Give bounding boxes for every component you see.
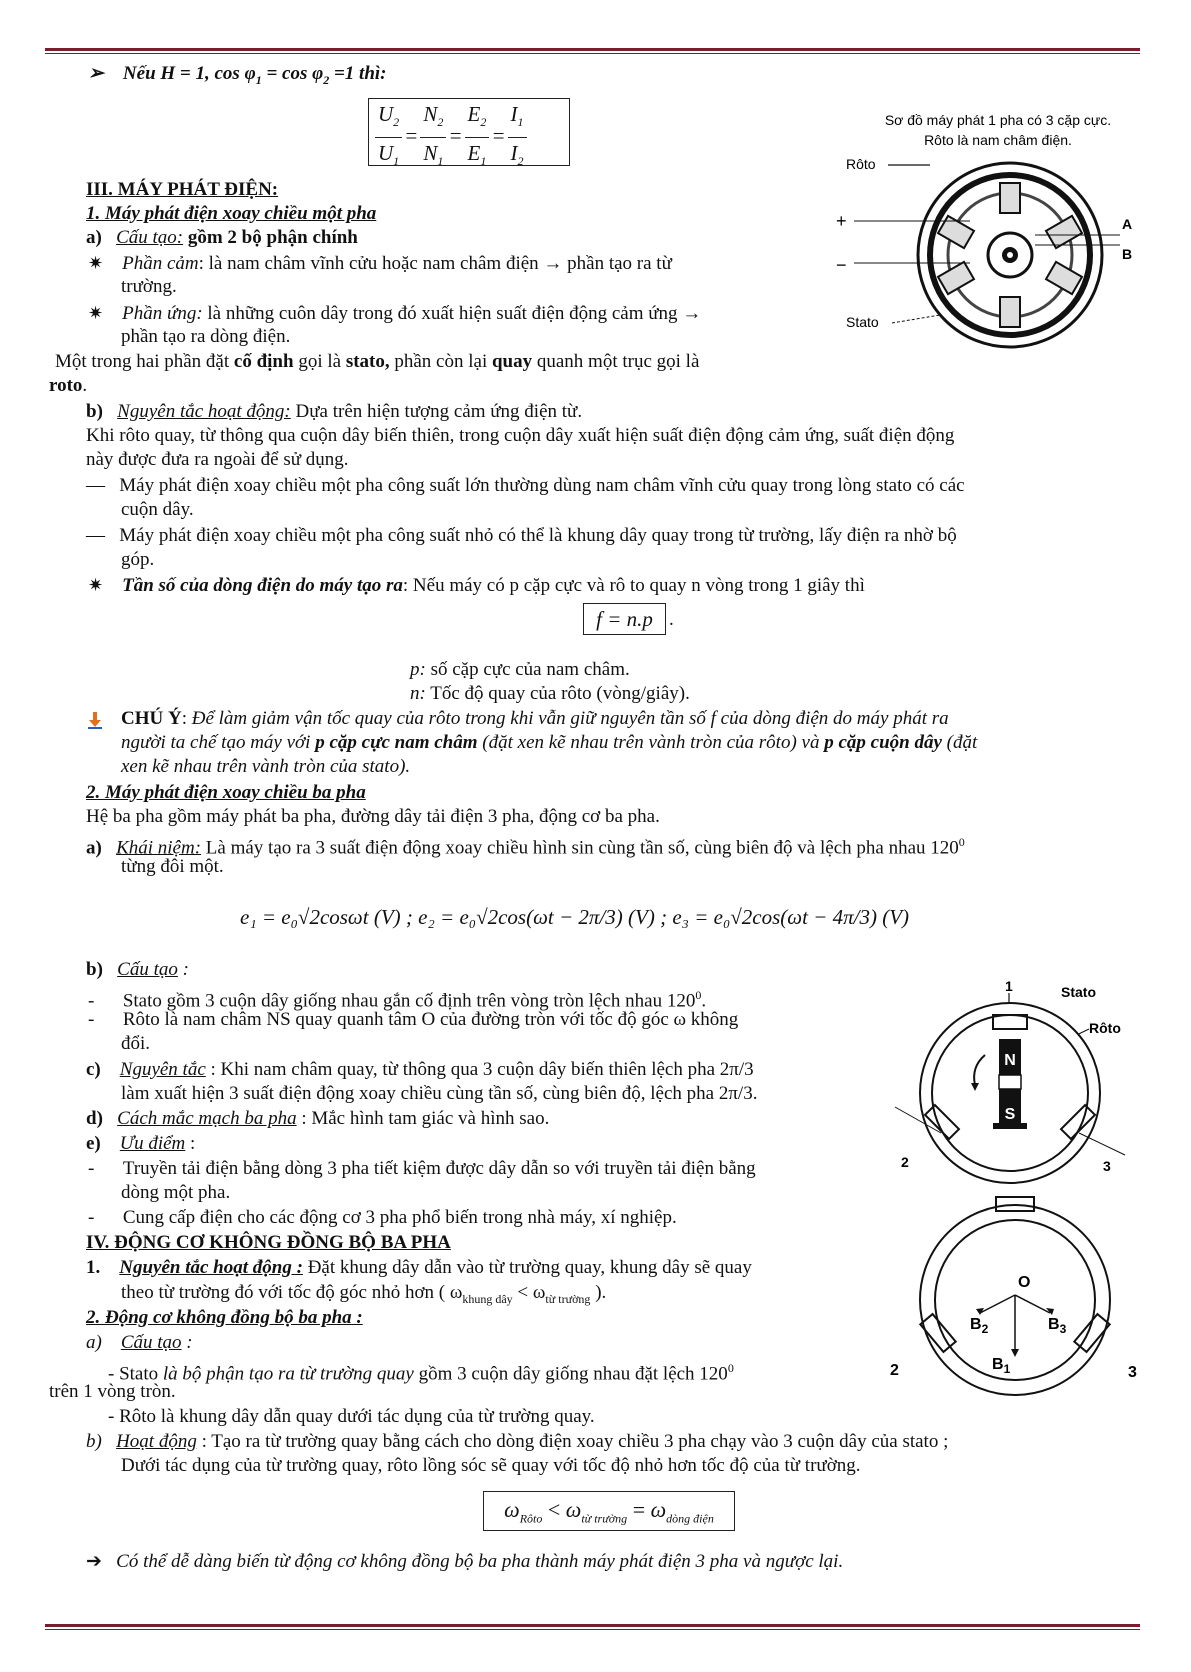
uu-diem-1b: dòng một pha. bbox=[121, 1182, 231, 1203]
roto-3pha-line2: đổi. bbox=[121, 1033, 151, 1054]
frac-i: $\frac{I_1}{I_2}$ bbox=[508, 99, 527, 176]
arrow-bullet-icon: ➢ bbox=[88, 63, 104, 84]
khai-niem-line2: từng đôi một. bbox=[121, 856, 224, 877]
condition-line bbox=[88, 62, 387, 92]
uu-diem-1: - Truyền tải điện bằng dòng 3 pha tiết kiệm được dây dẫn so với truyền tải điện bằng bbox=[88, 1158, 756, 1179]
frac-u: $\frac{U_2}{U_1}$ bbox=[375, 99, 402, 176]
dash-item-1: — Máy phát điện xoay chiều một pha công suất lớn thường dùng nam châm vĩnh cửu quay trong lòng stato có các bbox=[86, 475, 965, 496]
emf-eq-3: e₃ = e₀√2cos(ωt − 4π/3) (V) bbox=[672, 905, 910, 929]
dash-item-2b: góp. bbox=[121, 549, 155, 570]
right-arrow-icon: ➔ bbox=[86, 1551, 102, 1572]
roto-line: roto. bbox=[49, 375, 88, 396]
dc-cau-tao-line: a) Cấu tạo : bbox=[86, 1332, 193, 1353]
bottom-rule-thin bbox=[45, 1629, 1140, 1630]
emf-eq-1: e₁ = e₀√2cosωt (V) bbox=[240, 905, 401, 929]
note-line-3: xen kẽ nhau trên vành tròn của stato). bbox=[121, 756, 411, 777]
fig1-caption-1: Sơ đồ máy phát 1 pha có 3 cặp cực. bbox=[884, 112, 1112, 128]
dc-stato-line2: trên 1 vòng tròn. bbox=[49, 1381, 176, 1402]
fig1-rotor-label: Rôto bbox=[846, 156, 876, 172]
dash-item-2: — Máy phát điện xoay chiều một pha công suất nhỏ có thể là khung dây quay trong từ trường, lấy điện ra nhờ bộ bbox=[86, 525, 957, 546]
dc-nguyen-tac-line: 1. Nguyên tắc hoạt động : Đặt khung dây dẫn vào từ trường quay, khung dây sẽ quay bbox=[86, 1257, 752, 1278]
p-var-line: p: số cặp cực của nam châm. bbox=[410, 659, 630, 680]
nguyen-tac-3pha-line2: làm xuất hiện 3 suất điện động xoay chiều cùng tần số, cùng biên độ, lệch pha 2π/3. bbox=[121, 1083, 758, 1104]
section4-heading: IV. ĐỘNG CƠ KHÔNG ĐỒNG BỘ BA PHA bbox=[86, 1232, 451, 1253]
conclusion-line: ➔ Có thể dễ dàng biến từ động cơ không đồng bộ ba pha thành máy phát điện 3 pha và ngược lại. bbox=[86, 1551, 844, 1572]
fig3-O: O bbox=[1018, 1274, 1031, 1291]
fig2-stato-label: Stato bbox=[1061, 984, 1096, 1000]
cond-sub2: 2 bbox=[323, 72, 330, 87]
dc-stato-line: - Stato là bộ phận tạo ra từ trường quay gồm 3 cuộn dây giống nhau đặt lệch $120^0$ bbox=[108, 1361, 734, 1385]
fixed-part-line: Một trong hai phần đặt cố định gọi là stato, phần còn lại quay quanh một trục gọi là bbox=[55, 351, 700, 372]
cau-tao-line: a) Cấu tạo: gồm 2 bộ phận chính bbox=[86, 227, 358, 248]
dc-hoat-dong-line: b) Hoạt động : Tạo ra từ trường quay bằng cách cho dòng điện xoay chiều 3 pha chạy vào 3 cuộn dây của stato ; bbox=[86, 1431, 949, 1452]
star-bullet-icon: ✷ bbox=[88, 575, 104, 595]
fig1-A: A bbox=[1122, 216, 1133, 232]
fig2-label-2: 2 bbox=[901, 1154, 909, 1170]
top-rule-thin bbox=[45, 53, 1140, 54]
figure-1phase-generator bbox=[830, 105, 1150, 365]
cau-tao-3pha-line: b) Cấu tạo : bbox=[86, 959, 189, 980]
top-rule bbox=[45, 48, 1140, 51]
note-line-1: CHÚ Ý: Để làm giảm vận tốc quay của rôto trong khi vẫn giữ nguyên tần số f của dòng điện do máy phát ra bbox=[121, 708, 949, 729]
fig3-label-3: 3 bbox=[1128, 1364, 1137, 1381]
cond-sub1: 1 bbox=[255, 72, 262, 87]
fig3-B3: $B_3$ bbox=[1048, 1316, 1067, 1336]
frac-e: $\frac{E_2}{E_1}$ bbox=[465, 99, 490, 176]
roto-3pha-line: - Rôto là nam châm NS quay quanh tâm O của đường tròn với tốc độ góc ω không bbox=[88, 1009, 739, 1030]
uu-diem-line: e) Ưu điểm : bbox=[86, 1133, 196, 1154]
khai-niem-line: a) Khái niệm: Là máy tạo ra 3 suất điện động xoay chiều hình sin cùng tần số, cùng biên độ và lệch pha nhau $120^0$ bbox=[86, 835, 965, 859]
cond-suffix: =1 thì: bbox=[329, 63, 387, 84]
note-icon bbox=[86, 711, 104, 735]
phan-cam-line: ✷ Phần cảm: là nam châm vĩnh cửu hoặc nam châm điện → phần tạo ra từ bbox=[88, 253, 672, 274]
fig1-caption-2: Rôto là nam châm điện. bbox=[924, 132, 1072, 148]
n-var-line: n: Tốc độ quay của rôto (vòng/giây). bbox=[410, 683, 690, 704]
bottom-rule bbox=[45, 1624, 1140, 1627]
fig3-label-2: 2 bbox=[890, 1362, 899, 1379]
section3-sub1: 1. Máy phát điện xoay chiều một pha bbox=[86, 203, 377, 224]
fig2-S: S bbox=[1004, 1106, 1016, 1123]
freq-line: ✷ Tần số của dòng điện do máy tạo ra: Nếu máy có p cặp cực và rô to quay n vòng trong 1 giây thì bbox=[88, 575, 865, 596]
nguyen-tac-line: b) Nguyên tắc hoạt động: Dựa trên hiện tượng cảm ứng điện từ. bbox=[86, 401, 583, 422]
section4-sub2: 2. Động cơ không đồng bộ ba pha : bbox=[86, 1307, 363, 1328]
freq-formula-box: f = n.p bbox=[583, 603, 666, 635]
fig1-plus: + bbox=[836, 211, 847, 231]
fig3-B2: $B_2$ bbox=[970, 1316, 989, 1336]
dash-item-1b: cuộn dây. bbox=[121, 499, 194, 520]
dc-hoat-dong-line2: Dưới tác dụng của từ trường quay, rôto lồng sóc sẽ quay với tốc độ nhỏ hơn tốc độ của từ trường. bbox=[121, 1455, 861, 1476]
fig2-label-1: 1 bbox=[1005, 978, 1013, 994]
fig1-B: B bbox=[1122, 246, 1133, 262]
cond-mid: = cos φ bbox=[261, 63, 324, 84]
three-phase-system: Hệ ba pha gồm máy phát ba pha, đường dây tải điện 3 pha, động cơ ba pha. bbox=[86, 806, 660, 827]
uu-diem-2: - Cung cấp điện cho các động cơ 3 pha phổ biến trong nhà máy, xí nghiệp. bbox=[88, 1207, 677, 1228]
star-bullet-icon: ✷ bbox=[88, 303, 104, 323]
nguyen-tac-3pha-line: c) Nguyên tắc : Khi nam châm quay, từ thông qua 3 cuộn dây biến thiên lệch pha 2π/3 bbox=[86, 1059, 754, 1080]
star-bullet-icon: ✷ bbox=[88, 253, 104, 273]
frac-n: $\frac{N_2}{N_1}$ bbox=[420, 99, 446, 176]
freq-dot: . bbox=[669, 609, 674, 630]
cach-mac-line: d) Cách mắc mạch ba pha : Mắc hình tam giác và hình sao. bbox=[86, 1108, 550, 1129]
fig2-roto-label: Rôto bbox=[1089, 1020, 1121, 1036]
fig2-label-3: 3 bbox=[1103, 1158, 1111, 1174]
stato-3pha-line: - Stato gồm 3 cuộn dây giống nhau gắn cố định trên vòng tròn lệch nhau $120^0$. bbox=[88, 988, 707, 1012]
emf-eq-2: e₂ = e₀√2cos(ωt − 2π/3) (V) bbox=[418, 905, 655, 929]
fig2-N: N bbox=[1004, 1052, 1016, 1069]
nguyen-tac-p2: này được đưa ra ngoài để sử dụng. bbox=[86, 449, 349, 470]
fig3-B1: $B_1$ bbox=[992, 1356, 1011, 1376]
dc-nguyen-tac-line2: theo từ trường đó với tốc độ góc nhỏ hơn ( $\omega_{khung dây} < \omega_{từ trường}$ ). bbox=[121, 1282, 607, 1306]
section3-sub2: 2. Máy phát điện xoay chiều ba pha bbox=[86, 782, 366, 803]
fig1-stator-label: Stato bbox=[846, 314, 879, 330]
cond-prefix: Nếu H = 1, cos φ bbox=[122, 63, 256, 84]
phan-ung-line: ✷ Phần ứng: là những cuôn dây trong đó xuất hiện suất điện động cảm ứng → bbox=[88, 303, 702, 324]
section3-heading: III. MÁY PHÁT ĐIỆN: bbox=[86, 179, 279, 200]
figure-3phase-generator bbox=[875, 975, 1150, 1185]
dc-roto-line: - Rôto là khung dây dẫn quay dưới tác dụng của từ trường quay. bbox=[108, 1406, 595, 1427]
note-line-2: người ta chế tạo máy với p cặp cực nam châm (đặt xen kẽ nhau trên vành tròn của rôto) và p cặp cuộn dây (đặt bbox=[121, 732, 978, 753]
phan-cam-line2: trường. bbox=[121, 276, 177, 297]
emf-equations: e₁ = e₀√2cosωt (V) ; e₂ = e₀√2cos(ωt − 2π/3) (V) ; e₃ = e₀√2cos(ωt − 4π/3) (V) bbox=[240, 905, 910, 929]
phan-ung-line2: phần tạo ra dòng điện. bbox=[121, 326, 291, 347]
fig1-minus: − bbox=[836, 255, 847, 275]
omega-formula-box: $\omega_{Rôto} < \omega_{từ trường} = \omega_{dòng điện}$ bbox=[483, 1491, 735, 1531]
nguyen-tac-p1: Khi rôto quay, từ thông qua cuộn dây biến thiên, trong cuộn dây xuất hiện suất điện động cảm ứng, suất điện động bbox=[86, 425, 955, 446]
figure-rotating-field bbox=[880, 1185, 1150, 1405]
ratio-formula-box: $\frac{U_2}{U_1}$ = $\frac{N_2}{N_1}$ = $\frac{E_2}{E_1}$ = $\frac{I_1}{I_2}$ bbox=[368, 98, 570, 166]
